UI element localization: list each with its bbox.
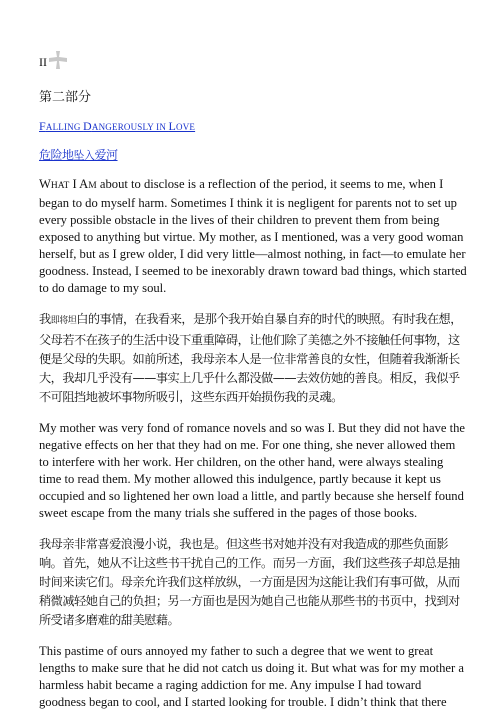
book-page xyxy=(39,52,469,711)
text-run: I xyxy=(69,177,80,191)
part-subtitle-zh-link[interactable] xyxy=(39,146,469,163)
part-title-zh: 第二部分 xyxy=(39,90,92,105)
dropcap-letter: W xyxy=(39,177,51,191)
part-title-en-link[interactable] xyxy=(39,119,469,134)
smallcaps-run: M xyxy=(88,181,97,191)
subtitle-part: 爱河 xyxy=(94,148,118,162)
paragraph-zh-1 xyxy=(39,310,471,407)
title-letter: L xyxy=(168,119,176,133)
text-run: 白的事情，在我看来，是那个我开始自暴自弃的时代的映照。有时我在想，父母若不在孩子的生活中设下重重障碍，让他们除了美德之外不接触任何事物，这便是父母的失职。如前所述，我母亲本人是一位非常善良的女性，但随着我渐渐长大，我却几乎没有——事实上几乎什么都没做——去效仿她的善良。相反，我似乎不可阻挡地被坏事物所吸引，这些东西开始损伤我的灵魂。 xyxy=(39,312,462,404)
part-number-row xyxy=(39,52,469,72)
title-letter: D xyxy=(83,119,92,133)
text-run-small: 即将坦 xyxy=(50,316,77,326)
title-letter: F xyxy=(39,119,46,133)
title-smallcaps: ANGEROUSLY IN xyxy=(91,122,169,132)
title-smallcaps: ALLING xyxy=(45,122,84,132)
text-run: 我 xyxy=(39,312,51,326)
paragraph-en-2: My mother was very fond of romance novels and so was I. But they did not have the negative effects on her that they had on me. For one thing, she never allowed them to interfere with her work. Her children, on the other hand, were always stealing time to read them. My mother allowed this indulgence, partly because it kept us occupied and so lightened her own load a little, and partly because she herself found sweet escape from the many trials she suffered in the pages of those books. xyxy=(39,421,465,520)
subtitle-part: 坠入 xyxy=(73,149,95,162)
text-run: A xyxy=(79,177,89,191)
subtitle-part: 危险地 xyxy=(39,148,74,162)
paragraph-en-3: This pastime of ours annoyed my father to such a degree that we went to great lengths to make sure that he did not catch us doing it. But what was for my mother a harmless habit became a raging addiction for me. Any impulse I had toward goodness began to cool, and I started looking for trouble. I didn’t think that there xyxy=(39,644,464,709)
text-run: about to disclose is a reflection of the period, it seems to me, when I began to do myself harm. Sometimes I think it is negligent for parents not to set up every possible obstacle in the lives of their children to prevent them from being exposed to anything but virtue. My mother, as I mentioned, was a very good woman herself, but as I grew older, I did very little—almost nothing, in fact—to emulate her goodness. Instead, I seemed to be inexorably drawn toward bad things, which started to do damage to my soul. xyxy=(39,177,467,295)
paragraph-en-1 xyxy=(39,176,467,297)
paragraph-zh-2: 我母亲非常喜爱浪漫小说，我也是。但这些书对她并没有对我造成的那些负面影响。首先，她从不让这些书干扰自己的工作。而另一方面，我们这些孩子却总是抽时间来读它们。母亲允许我们这样放纵，一方面是因为这能让我们有事可做，从而稍微减轻她自己的负担；另一方面也是因为她自己也能从那些书的书页中，找到对所受诸多磨难的甜美慰藉。 xyxy=(39,537,460,627)
part-number: II xyxy=(39,54,47,69)
smallcaps-run: HAT xyxy=(50,181,70,191)
title-smallcaps: OVE xyxy=(176,122,196,132)
cross-ornament-icon xyxy=(48,50,68,70)
